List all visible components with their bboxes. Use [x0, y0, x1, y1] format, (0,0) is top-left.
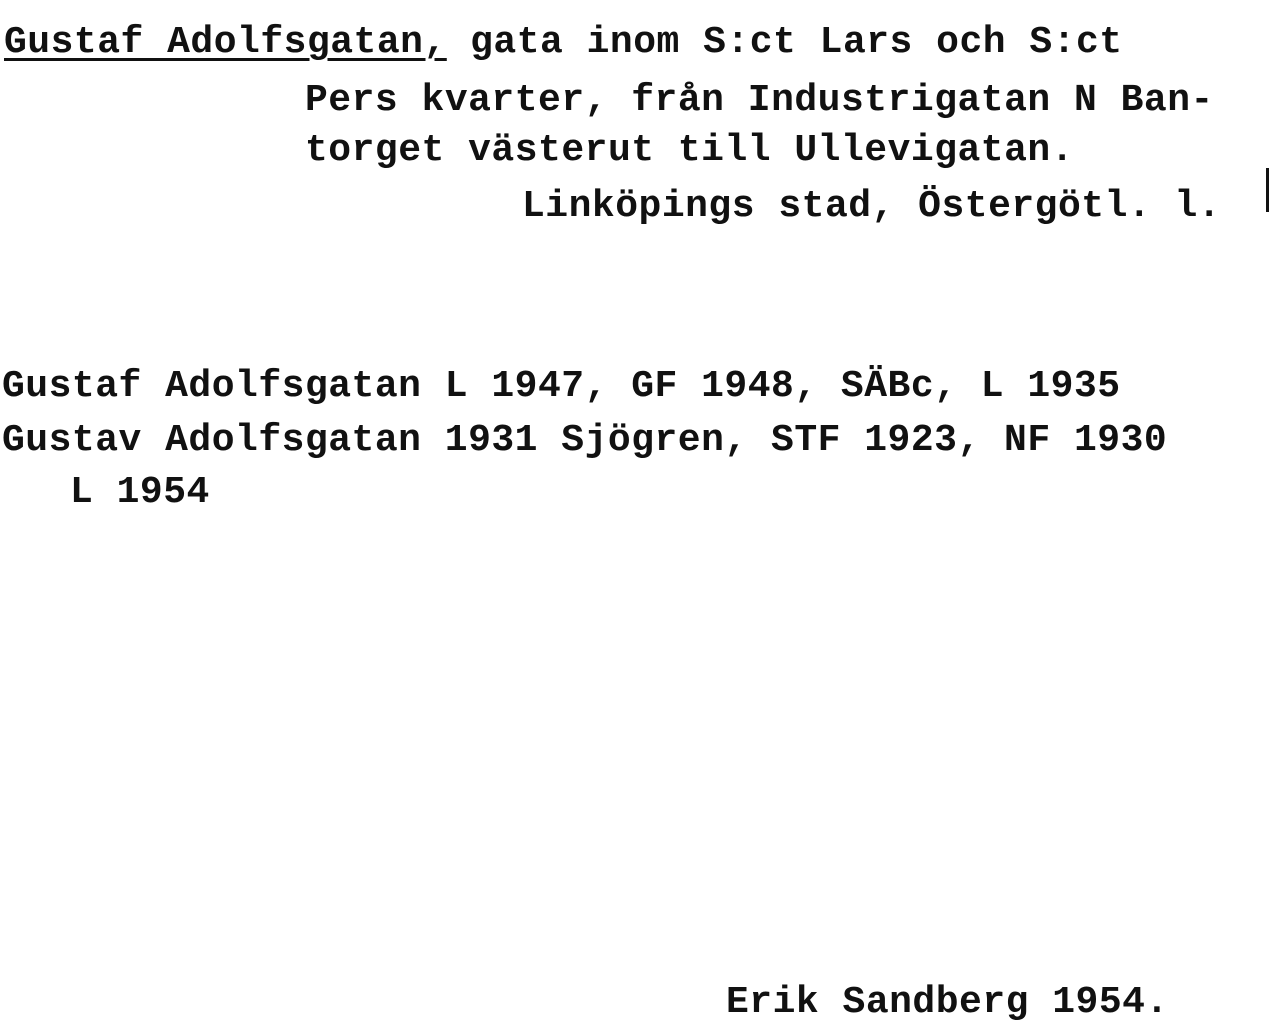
headword: Gustaf Adolfsgatan, [4, 21, 447, 64]
entry-line-1 [4, 21, 1123, 64]
signature: Erik Sandberg 1954. [726, 981, 1169, 1024]
location-text: Linköpings stad, Östergötl. l. [522, 185, 1222, 228]
source-line-1: Gustaf Adolfsgatan L 1947, GF 1948, SÄBc, L 1935 [2, 365, 1121, 408]
definition-text-1: gata inom S:ct Lars och S:ct [446, 21, 1123, 64]
source-line-2: Gustav Adolfsgatan 1931 Sjögren, STF 1923, NF 1930 [2, 419, 1168, 462]
definition-text-2: Pers kvarter, från Industrigatan N Ban- [305, 79, 1214, 122]
margin-mark [1266, 168, 1269, 212]
source-line-3: L 1954 [70, 471, 210, 514]
definition-text-3: torget västerut till Ullevigatan. [305, 129, 1075, 172]
